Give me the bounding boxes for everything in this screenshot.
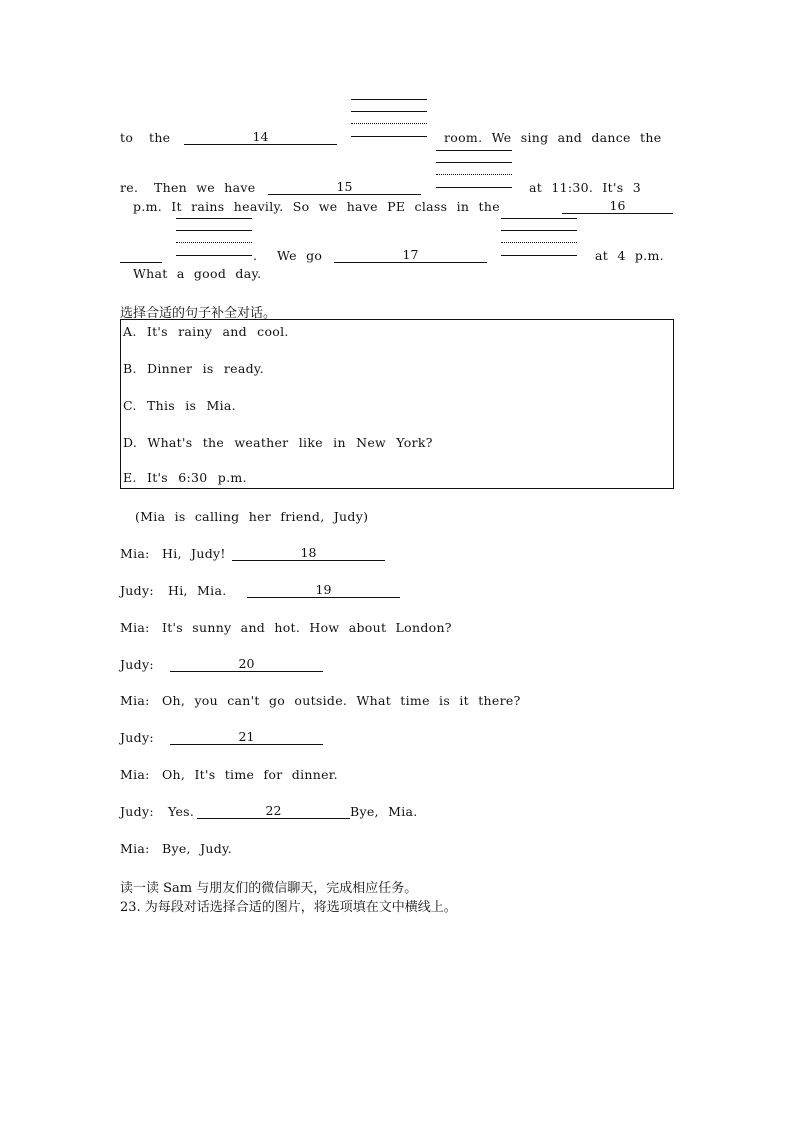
option-a: A. It's rainy and cool. bbox=[123, 324, 289, 339]
passage-text: at 11:30. It's 3 bbox=[529, 180, 641, 195]
passage-text: room. We sing and dance the bbox=[444, 130, 662, 145]
dialogue-line: Oh, you can't go outside. What time is it there? bbox=[162, 693, 521, 708]
section-instruction: 读一读 Sam 与朋友们的微信聊天，完成相应任务。 bbox=[120, 881, 418, 896]
passage-text: We go bbox=[277, 248, 323, 263]
dialogue-line: It's sunny and hot. How about London? bbox=[162, 620, 452, 635]
dialogue-line: Bye, Judy. bbox=[162, 841, 233, 856]
dialogue-line: Yes. bbox=[168, 804, 195, 819]
dialogue-speaker: Judy: bbox=[120, 804, 154, 819]
passage-text: Then we have bbox=[154, 180, 256, 195]
dialogue-speaker: Mia: bbox=[120, 767, 150, 782]
dialogue-context: (Mia is calling her friend, Judy) bbox=[135, 509, 369, 524]
passage-word: re. bbox=[120, 180, 139, 195]
answer-blank-21[interactable] bbox=[170, 730, 323, 745]
passage-text: p.m. It rains heavily. So we have PE class in the bbox=[133, 199, 500, 214]
blank-number: 21 bbox=[238, 729, 255, 744]
passage-word: the bbox=[149, 130, 171, 145]
dialogue-speaker: Judy: bbox=[120, 657, 154, 672]
answer-blank-16-continued[interactable] bbox=[120, 248, 162, 263]
dialogue-speaker: Mia: bbox=[120, 693, 150, 708]
answer-blank-14[interactable] bbox=[184, 130, 337, 145]
answer-blank-16[interactable] bbox=[562, 199, 673, 214]
dialogue-line: Bye, Mia. bbox=[350, 804, 418, 819]
blank-number: 18 bbox=[300, 545, 317, 560]
option-b: B. Dinner is ready. bbox=[123, 361, 264, 376]
answer-blank-15[interactable] bbox=[268, 180, 421, 195]
blank-number: 17 bbox=[402, 247, 419, 262]
answer-blank-18[interactable] bbox=[232, 546, 385, 561]
answer-blank-19[interactable] bbox=[247, 583, 400, 598]
dialogue-speaker: Judy: bbox=[120, 583, 154, 598]
passage-text: What a good day. bbox=[133, 266, 262, 281]
passage-word: to bbox=[120, 130, 134, 145]
section-instruction: 选择合适的句子补全对话。 bbox=[120, 306, 277, 321]
dialogue-speaker: Judy: bbox=[120, 730, 154, 745]
option-c: C. This is Mia. bbox=[123, 398, 236, 413]
dialogue-speaker: Mia: bbox=[120, 841, 150, 856]
answer-blank-22[interactable] bbox=[197, 804, 350, 819]
answer-blank-20[interactable] bbox=[170, 657, 323, 672]
blank-number: 19 bbox=[315, 582, 332, 597]
blank-number: 20 bbox=[238, 656, 255, 671]
blank-number: 22 bbox=[265, 803, 282, 818]
passage-text: at 4 p.m. bbox=[595, 248, 664, 263]
dialogue-line: Oh, It's time for dinner. bbox=[162, 767, 338, 782]
dialogue-speaker: Mia: bbox=[120, 546, 150, 561]
passage-period: . bbox=[253, 248, 258, 263]
dialogue-speaker: Mia: bbox=[120, 620, 150, 635]
blank-number: 14 bbox=[252, 129, 269, 144]
question-23: 23. 为每段对话选择合适的图片，将选项填在文中横线上。 bbox=[120, 900, 457, 915]
answer-blank-17[interactable] bbox=[334, 248, 487, 263]
blank-number: 16 bbox=[609, 198, 626, 213]
option-d: D. What's the weather like in New York? bbox=[123, 435, 433, 450]
option-e: E. It's 6:30 p.m. bbox=[123, 470, 247, 485]
options-box bbox=[120, 319, 674, 489]
blank-number: 15 bbox=[336, 179, 353, 194]
dialogue-line: Hi, Judy! bbox=[162, 546, 226, 561]
dialogue-line: Hi, Mia. bbox=[168, 583, 227, 598]
